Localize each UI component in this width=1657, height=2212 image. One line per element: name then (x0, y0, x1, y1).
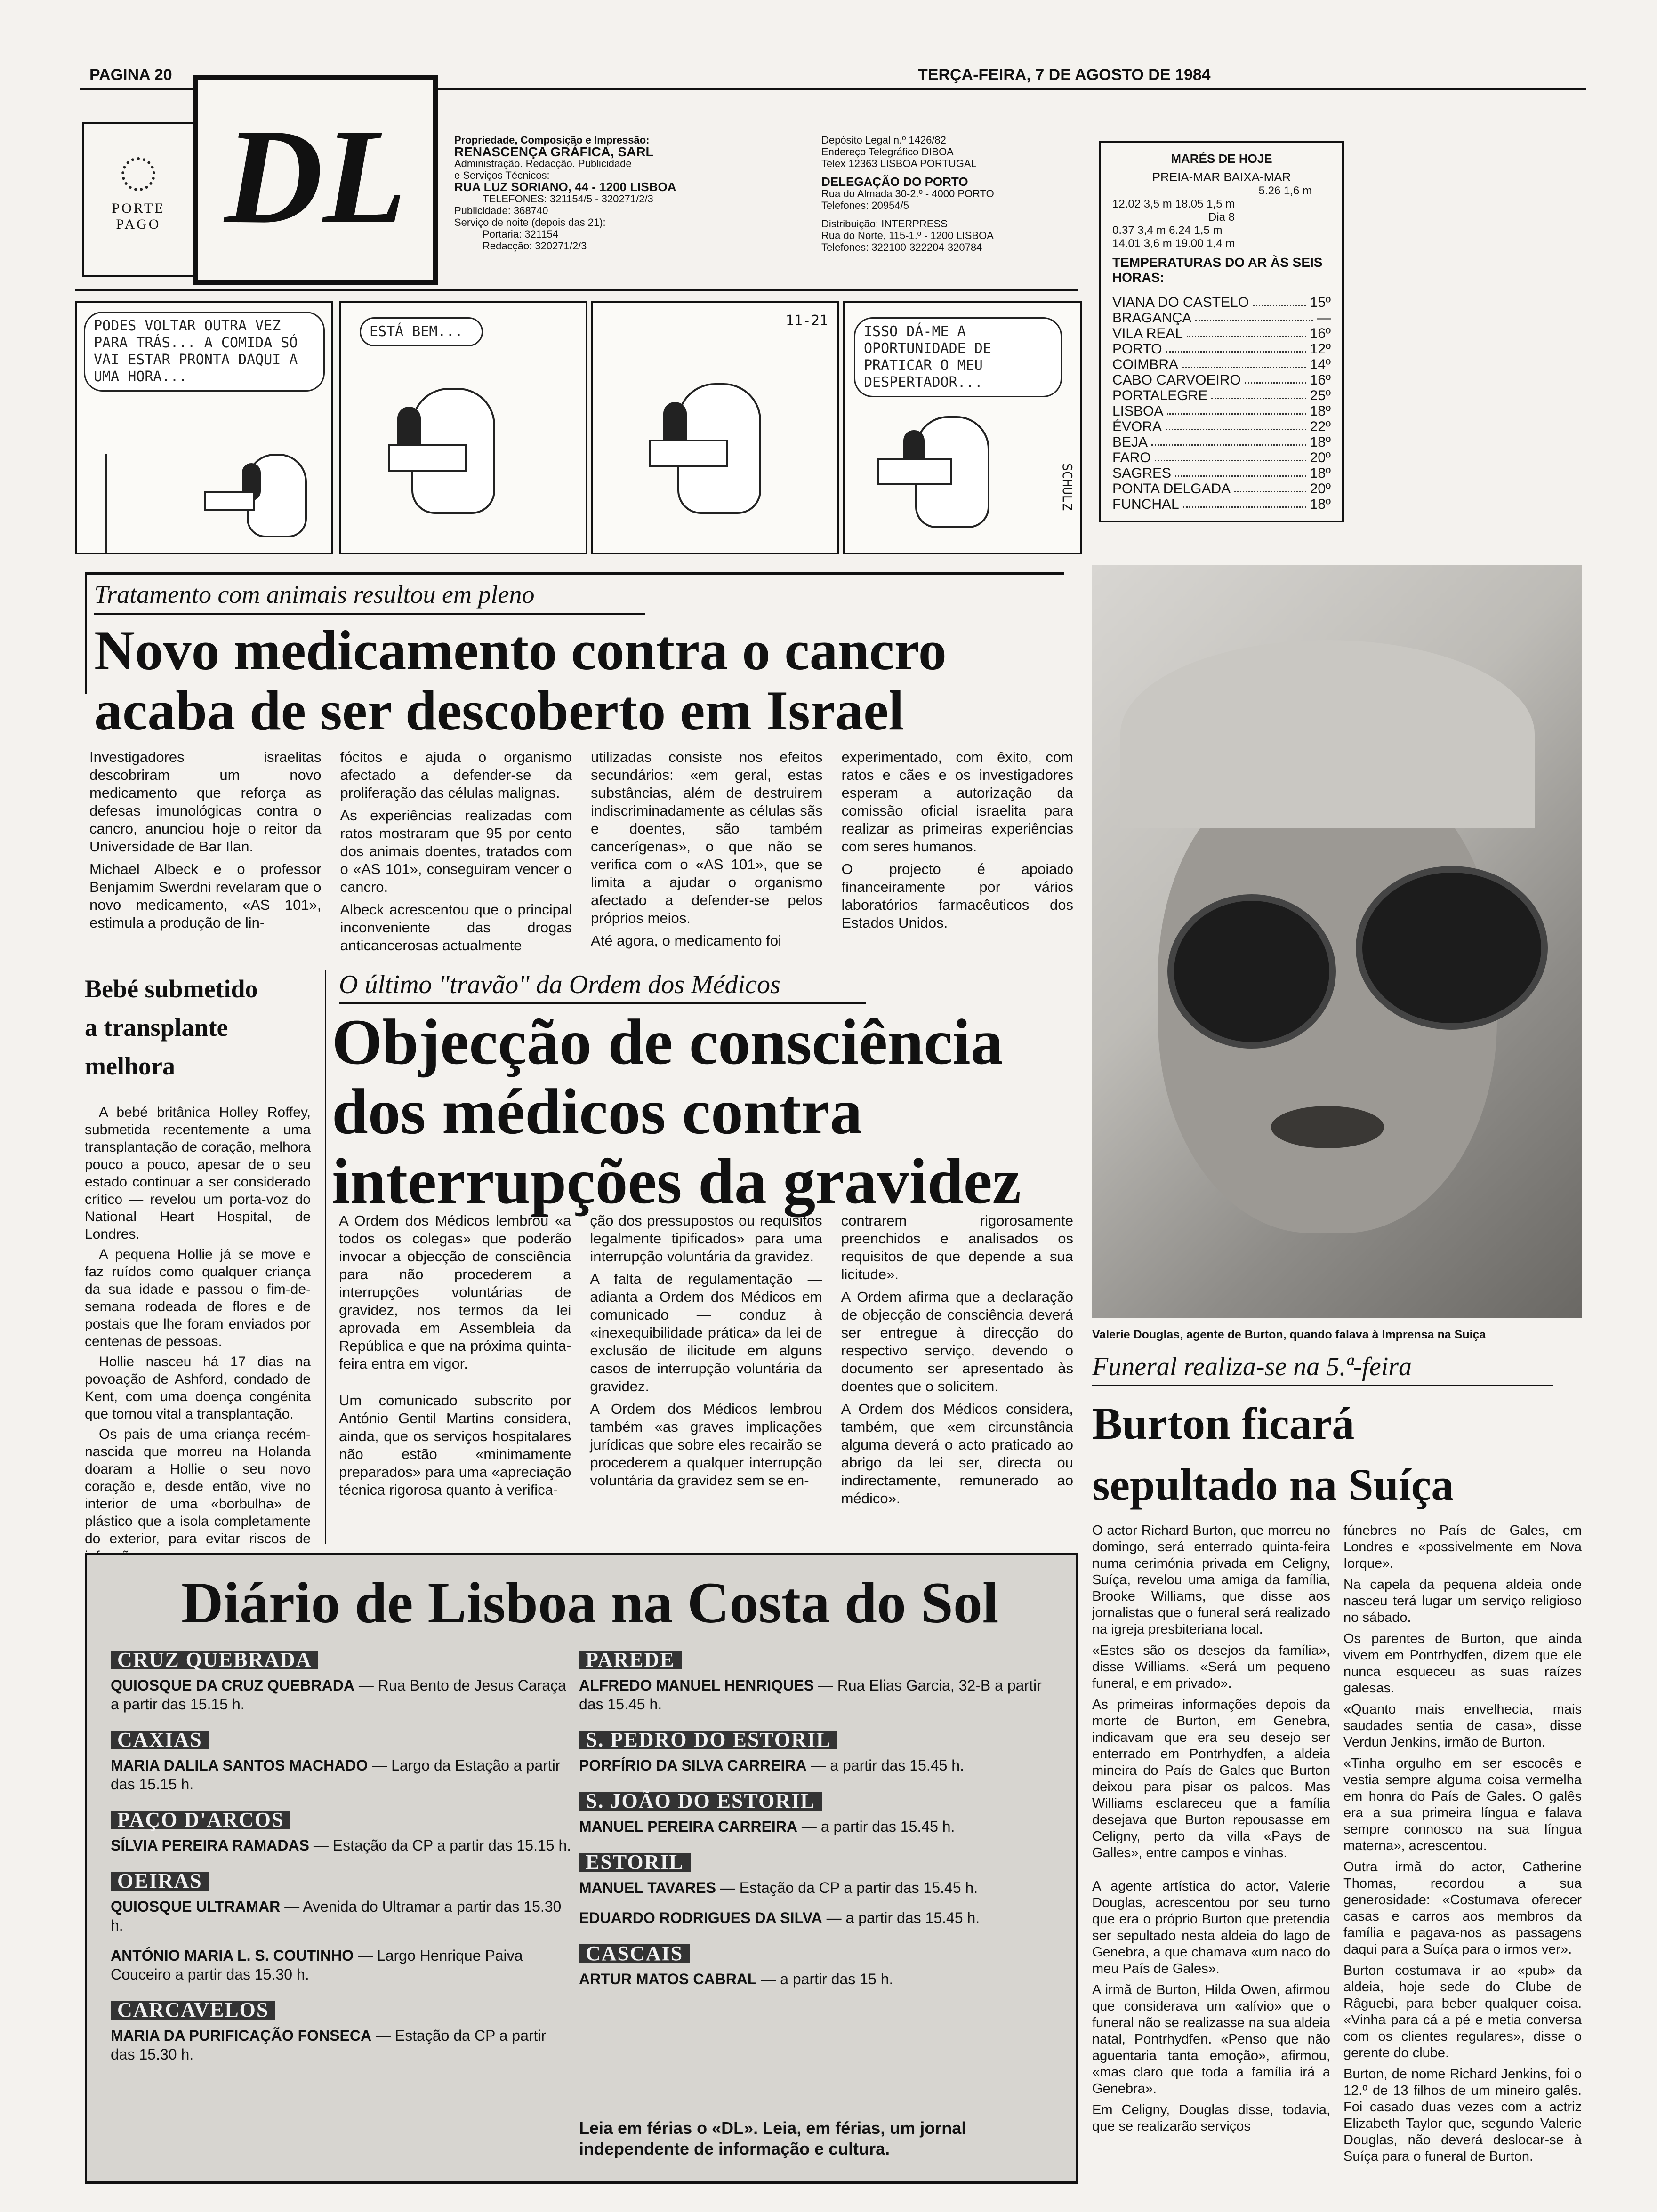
vendor-entry (111, 1946, 572, 1984)
paragraph: O actor Richard Burton, que morreu no domingo, será enterrado quinta-feira numa cerimónia privada em Celigny, Suíça, revelou uma amiga da família, Brooke Williams, que disse aos jornalistas que o funeral será realizado na igreja presbiteriana local. (1092, 1523, 1330, 1637)
speech-bubble: ISSO DÁ-ME A OPORTUNIDADE DE PRATICAR O MEU DESPERTADOR... (854, 317, 1062, 397)
locality-section (579, 1786, 1050, 1836)
paragraph: A agente artística do actor, Valerie Douglas, acrescentou por seu turno que era o próprio Burton que pretendia ser sepultado nesta aldeia do lago de Genebra, a que chamava «um naco do meu País de Gales». (1092, 1879, 1330, 1976)
costa-title: Diário de Lisboa na Costa do Sol (181, 1571, 999, 1635)
temperature-row (1112, 403, 1331, 419)
locality-heading: CRUZ QUEBRADA (111, 1651, 318, 1669)
vendor-name: MARIA DALILA SANTOS MACHADO (111, 1757, 368, 1774)
vendor-entry (579, 1970, 1050, 1988)
paragraph: Burton costumava ir ao «pub» da aldeia, hoje sede do Clube de Râguebi, para beber qualquer coisa. «Vinha para cá a pé e metia conversa com os clientes regulares», disse o gerente do clube. (1343, 1963, 1582, 2060)
temperature-value: 18º (1310, 497, 1331, 512)
locality-section (111, 1725, 572, 1794)
temperature-row (1112, 388, 1331, 403)
costa-do-sol-box (85, 1553, 1078, 2184)
temperature-value: 15º (1310, 295, 1331, 310)
paragraph: Na capela da pequena aldeia onde nasceu terá lugar um serviço religioso no sábado. (1343, 1577, 1582, 1625)
vendor-entry (111, 2026, 572, 2064)
temperature-row (1112, 481, 1331, 497)
info-line: Depósito Legal n.º 1426/82 (821, 134, 946, 146)
city-name: PONTA DELGADA (1112, 481, 1231, 497)
porte-label: PORTE (112, 200, 165, 216)
info-line: Rua do Norte, 115-1.º - 1200 LISBOA (821, 230, 994, 241)
temperature-value: 22º (1310, 419, 1331, 434)
info-line: e Serviços Técnicos: (454, 169, 550, 181)
headline-line: dos médicos contra (332, 1075, 862, 1147)
leader-dots (1166, 419, 1306, 430)
locality-section (111, 1645, 572, 1714)
food-bowl-icon (649, 440, 728, 467)
tides-subtitle: PREIA-MAR BAIXA-MAR (1152, 170, 1291, 184)
paragraph: Os pais de uma criança recém-nascida que morreu na Holanda doaram a Hollie o seu novo coração e, desde então, vive no interior de uma «borbulha» de plástico que a isola completamente do exterior, para evitar riscos de (85, 1427, 311, 1547)
article-column (339, 1212, 571, 1551)
cancer-top-rule (85, 572, 1064, 575)
info-line: RENASCENÇA GRÁFICA, SARL (454, 144, 654, 159)
vendor-details: — a partir das 15.45 h. (826, 1909, 980, 1926)
paragraph: O projecto é apoiado financeiramente por vários laboratórios farmacêuticos dos Estados Unidos. (841, 861, 1073, 931)
vendor-details: — Rua Elias Garcia, 32-B a partir das 15.45 h. (579, 1677, 1042, 1713)
vendor-details: — Largo da Estação a partir das 15.15 h. (111, 1757, 561, 1793)
vendor-name: MANUEL PEREIRA CARREIRA (579, 1818, 798, 1835)
locality-section (111, 1995, 572, 2064)
paragraph: fócitos e ajuda o organismo afectado a defender-se da proliferação das células malignas. (340, 749, 572, 801)
temperature-row (1112, 326, 1331, 341)
comic-panel-1 (75, 301, 333, 554)
logo-box (193, 75, 438, 285)
tide-line: 14.01 3,6 m 19.00 1,4 m (1112, 237, 1235, 250)
mouth-shape (1271, 1106, 1384, 1148)
vendor-name: ALFREDO MANUEL HENRIQUES (579, 1677, 814, 1694)
paragraph: Albeck acrescentou que o principal inconveniente das drogas anticancerosas actualmente (340, 901, 572, 954)
leader-dots (1187, 326, 1306, 337)
info-line: Publicidade: 368740 (454, 205, 548, 216)
paragraph: Em Celigny, Douglas disse, todavia, que se realizarão serviços (1092, 2102, 1330, 2134)
tides-title: MARÉS DE HOJE (1171, 152, 1272, 166)
temperature-row (1112, 450, 1331, 465)
paragraph: A irmã de Burton, Hilda Owen, afirmou que considerava um «alívio» que o funeral não se realizasse na sua aldeia natal, Pontrhydfen. «Penso que não aguentaria tanta emoção», afirmou, «mas claro que toda a família irá a Genebra». (1092, 1982, 1330, 2096)
article-column (591, 748, 823, 955)
paragraph: A Ordem dos Médicos lembrou «a todos os colegas» que poderão invocar a objecção de consciência para não procederem a interrupções voluntárias de gravidez, nos termos da lei aprovada em Assembleia da República e que na próxima quinta-feira entra em vigor. (339, 1212, 571, 1372)
page-date: TERÇA-FEIRA, 7 DE AGOSTO DE 1984 (918, 66, 1211, 84)
vendor-entry (111, 1676, 572, 1714)
dl-logo: DL (224, 101, 407, 252)
comic-panel-3 (591, 301, 839, 554)
vendor-details: — a partir das 15.45 h. (801, 1818, 955, 1835)
vendor-details: — Estação da CP a partir das 15.30 h. (111, 2027, 547, 2063)
vendor-details: — Avenida do Ultramar a partir das 15.30 h. (111, 1898, 562, 1934)
paragraph: contrarem rigorosamente preenchidos e analisados os requisitos de que depende a sua licitude». (841, 1212, 1073, 1282)
headline-line: sepultado na Suíça (1092, 1459, 1454, 1510)
comic-panel-2 (339, 301, 587, 554)
vendor-name: PORFÍRIO DA SILVA CARREIRA (579, 1757, 807, 1774)
paragraph: «Estes são os desejos da família», disse Williams. «Será um pequeno funeral, e em privado». (1092, 1643, 1330, 1691)
vendor-details: — a partir das 15 h. (761, 1971, 893, 1988)
kicker-underline (1092, 1385, 1553, 1386)
locality-heading: CARCAVELOS (111, 2001, 275, 2020)
temperature-value: 20º (1310, 481, 1331, 497)
paragraph: Michael Albeck e o professor Benjamim Swerdni revelaram que o novo medicamento, «AS 101», estimula a produção de lin- (89, 861, 322, 931)
city-name: VILA REAL (1112, 326, 1183, 341)
leader-dots (1211, 388, 1306, 399)
vendor-name: SÍLVIA PEREIRA RAMADAS (111, 1837, 309, 1854)
masthead-info-2 (821, 134, 1113, 253)
paragraph: Outra irmã do actor, Catherine Thomas, recordou a sua generosidade: «Costumava oferecer casas e carros aos membros da família e pagava-nos as passagens daqui para a Suíça para o irmos ver». (1343, 1859, 1582, 1957)
temperature-value: 16º (1310, 372, 1331, 388)
costa-footer: Leia em férias o «DL». Leia, em férias, um jornal independente de informação e cultura. (579, 2118, 966, 2158)
locality-heading: CASCAIS (579, 1944, 690, 1963)
locality-heading: OEIRAS (111, 1872, 209, 1891)
tide-line: 5.26 1,6 m (1258, 184, 1312, 197)
temperature-row (1112, 465, 1331, 481)
temperature-row (1112, 419, 1331, 434)
temps-list (1112, 295, 1331, 512)
vendor-entry (579, 1817, 1050, 1836)
info-line: Administração. Redacção. Publicidade (454, 158, 632, 169)
tide-line: 12.02 3,5 m 18.05 1,5 m (1112, 198, 1235, 210)
vendor-name: MANUEL TAVARES (579, 1879, 716, 1896)
info-line: Telex 12363 LISBOA PORTUGAL (821, 158, 977, 169)
info-line: DELEGAÇÃO DO PORTO (821, 175, 968, 189)
vendor-entry (579, 1878, 1050, 1897)
leader-dots (1195, 310, 1313, 321)
vendor-name: EDUARDO RODRIGUES DA SILVA (579, 1909, 822, 1926)
locality-section (579, 1847, 1050, 1927)
temperature-value: 16º (1310, 326, 1331, 341)
medicos-kicker: O último "travão" da Ordem dos Médicos (339, 970, 780, 999)
vendor-details: — Estação da CP a partir das 15.15 h. (313, 1837, 571, 1854)
leader-dots (1182, 357, 1306, 368)
leader-dots (1175, 465, 1306, 477)
vendor-details: — Largo Henrique Paiva Couceiro a partir das 15.30 h. (111, 1947, 523, 1983)
info-line: Telefones: 20954/5 (821, 200, 909, 211)
paragraph: Os parentes de Burton, que ainda vivem em Pontrhydfen, dizem que ele nunca esqueceu as suas raízes galesas. (1343, 1631, 1582, 1696)
vendor-name: MARIA DA PURIFICAÇÃO FONSECA (111, 2027, 372, 2044)
temperature-value: 18º (1310, 434, 1331, 450)
locality-heading: S. JOÃO DO ESTORIL (579, 1792, 822, 1811)
valerie-douglas-photo (1092, 565, 1582, 1318)
paragraph: As primeiras informações depois da morte de Burton, em Genebra, indicavam que era seu desejo ser enterrado em Pontrhydfen, a aldeia mineira do País de Gales que Burton deixou para pisar os palcos. Mas Williams esclareceu que a família desejava que Burton repousasse em Celigny, perto da villa «Pays de Galles», entre campos e vinhas. (1092, 1697, 1330, 1860)
article-column (590, 1212, 822, 1551)
leader-dots (1155, 450, 1306, 461)
porte-pago-box (82, 122, 194, 277)
locality-heading: ESTORIL (579, 1853, 691, 1872)
kicker-underline (94, 613, 645, 615)
speech-bubble: PODES VOLTAR OUTRA VEZ PARA TRÁS... A COMIDA SÓ VAI ESTAR PRONTA DAQUI A UMA HORA... (84, 312, 325, 392)
leader-dots (1245, 372, 1306, 384)
locality-section (579, 1939, 1050, 1988)
vendor-details: — Rua Bento de Jesus Caraça a partir das 15.15 h. (111, 1677, 566, 1713)
locality-section (111, 1805, 572, 1855)
tide-line: Dia 8 (1208, 211, 1235, 224)
temps-title: TEMPERATURAS DO AR ÀS SEIS HORAS: (1112, 255, 1323, 285)
article-column (1343, 1523, 1582, 2179)
pago-label: PAGO (116, 216, 161, 232)
city-name: BRAGANÇA (1112, 310, 1192, 326)
hair-shape (1120, 640, 1535, 828)
bebe-headline (85, 970, 306, 1085)
temperature-row (1112, 497, 1331, 512)
article-column (1092, 1523, 1330, 2179)
paragraph: A Ordem dos Médicos considera, também, que «em circunstância alguma deverá o acto praticado ao abrigo da lei ser, directa ou indirectamente, remunerado ao médico». (841, 1401, 1073, 1507)
temperature-value: 25º (1310, 388, 1331, 403)
food-bowl-icon (204, 491, 255, 511)
vendor-entry (579, 1756, 1050, 1775)
vendor-name: QUIOSQUE ULTRAMAR (111, 1898, 281, 1915)
vendor-entry (111, 1756, 572, 1794)
costa-left-list (111, 1645, 572, 2075)
city-name: LISBOA (1112, 403, 1164, 419)
city-name: CABO CARVOEIRO (1112, 372, 1241, 388)
temperature-row (1112, 357, 1331, 372)
locality-section (579, 1725, 1050, 1775)
leader-dots (1151, 434, 1306, 446)
temperature-value: 20º (1310, 450, 1331, 465)
locality-section (111, 1866, 572, 1984)
paragraph: A bebé britânica Holley Roffey, submetida recentemente a uma transplantação de coração, melhora pouco a pouco, apesar de o seu estado continuar a ser considerado crítico — revelou um porta-voz do National Heart Hospital, de Londres. (85, 1105, 311, 1242)
paragraph: Até agora, o medicamento foi (591, 932, 781, 949)
city-name: ÉVORA (1112, 419, 1162, 434)
paragraph: fúnebres no País de Gales, em Londres e «possivelmente em Nova Iorque». (1343, 1523, 1582, 1571)
vendor-entry (579, 1676, 1050, 1714)
temperature-value: 14º (1310, 357, 1331, 372)
info-line: RUA LUZ SORIANO, 44 - 1200 LISBOA (454, 180, 676, 194)
page-number: PAGINA 20 (89, 66, 172, 84)
headline-line: Burton ficará (1092, 1398, 1355, 1449)
temperature-value: 18º (1310, 465, 1331, 481)
temperature-value: — (1317, 310, 1331, 326)
paragraph: Investigadores israelitas descobriram um novo medicamento que reforça as defesas imunológicas contra o cancro, anunciou hoje o reitor da Universidade de Bar Ilan. (89, 749, 322, 855)
medicos-body (339, 1212, 1073, 1551)
info-line: Distribuição: INTERPRESS (821, 218, 948, 230)
paragraph: A Ordem dos Médicos lembrou também «as graves implicações jurídicas que sobre eles recairão se procederem a qualquer interrupção voluntária da gravidez sem se en- (590, 1401, 822, 1489)
locality-heading: PAÇO D'ARCOS (111, 1811, 290, 1829)
comic-signature: SCHULZ (1060, 463, 1075, 511)
masthead-info-1 (454, 134, 784, 252)
sunglasses-left (1167, 894, 1336, 1049)
cancer-headline-2: acaba de ser descoberto em Israel (94, 679, 904, 742)
headline-line: melhora (85, 1052, 175, 1080)
temperature-row (1112, 372, 1331, 388)
city-name: PORTALEGRE (1112, 388, 1208, 403)
leader-dots (1234, 481, 1306, 492)
paragraph: utilizadas consiste nos efeitos secundários: «em geral, estas substâncias, além de destruirem indiscriminadamente as células sãs e doentes, são também cancerígenas», o que não se verifica com o «AS 101», que se limita a ajudar o organismo afectado a defender-se pelos próprios meios. (591, 749, 823, 926)
paragraph: A falta de regulamentação — adianta a Ordem dos Médicos em comunicado — conduz à «inexequibilidade prática» da lei de exclusão de ilicitude em alguns casos de interrupção voluntária da gravidez. (590, 1271, 822, 1395)
city-name: BEJA (1112, 434, 1148, 450)
headline-line: a transplante (85, 1013, 228, 1042)
temperature-row (1112, 434, 1331, 450)
cancer-left-rule (85, 572, 87, 694)
speech-bubble: ESTÁ BEM... (360, 317, 483, 346)
leader-dots (1166, 341, 1306, 353)
bebe-divider (325, 970, 326, 1544)
vendor-name: ARTUR MATOS CABRAL (579, 1971, 757, 1988)
locality-heading: PAREDE (579, 1651, 682, 1669)
house-wall (77, 454, 107, 553)
kicker-underline (339, 1002, 866, 1004)
paragraph: A Ordem afirma que a declaração de objecção de consciência deverá ser entregue à direcção do respectivo serviço, devendo o documento ser apresentado às doentes que o solicitem. (841, 1289, 1073, 1395)
paragraph: experimentado, com êxito, com ratos e cães e os investigadores esperam a autorização da comissão oficial israelita para realizar as primeiras experiências com seres humanos. (841, 749, 1073, 855)
burton-body (1092, 1523, 1582, 2179)
paragraph: Hollie nasceu há 17 dias na povoação de Ashford, condado de Kent, com uma doença congénita que tornou vital a transplantação. (85, 1354, 311, 1422)
medicos-headline (332, 1007, 1094, 1216)
city-name: VIANA DO CASTELO (1112, 295, 1249, 310)
food-bowl-icon (388, 444, 467, 472)
city-name: COIMBRA (1112, 357, 1179, 372)
paragraph: ção dos pressupostos ou requisitos legalmente tipificados» para uma interrupção voluntária da gravidez. (590, 1212, 822, 1265)
comic-date: 11-21 (785, 313, 828, 329)
city-name: FARO (1112, 450, 1151, 465)
vendor-name: ANTÓNIO MARIA L. S. COUTINHO (111, 1947, 354, 1964)
paragraph: Burton, de nome Richard Jenkins, foi o 12.º de 13 filhos de um mineiro galês. Foi casado duas vezes com a actriz Elizabeth Taylor que, segundo Valerie Douglas, não deverá deslocar-se à Suíça para o funeral de Burton. (1343, 2067, 1582, 2164)
paragraph: As experiências realizadas com ratos mostraram que 95 por cento dos animais doentes, tratados com o «AS 101», conseguiram vencer o cancro. (340, 807, 572, 895)
article-column (340, 748, 572, 955)
leader-dots (1253, 295, 1306, 306)
paragraph: «Quanto mais envelhecia, mais saudades sentia de casa», disse Verdun Jenkins, irmão de Burton. (1343, 1702, 1582, 1750)
locality-heading: S. PEDRO DO ESTORIL (579, 1731, 837, 1749)
vendor-name: QUIOSQUE DA CRUZ QUEBRADA (111, 1677, 354, 1694)
vendor-details: — a partir das 15.45 h. (811, 1757, 964, 1774)
vendor-details: — Estação da CP a partir das 15.45 h. (720, 1879, 978, 1896)
locality-section (579, 1645, 1050, 1714)
costa-right-list (579, 1645, 1050, 2000)
vendor-entry (111, 1897, 572, 1935)
temperature-row (1112, 341, 1331, 357)
food-bowl-icon (877, 458, 952, 485)
temperature-row (1112, 310, 1331, 326)
vendor-entry (111, 1836, 572, 1855)
masthead-bottom-rule (75, 289, 1078, 291)
temperature-value: 12º (1310, 341, 1331, 357)
weather-box (1099, 141, 1344, 522)
locality-heading: CAXIAS (111, 1731, 209, 1749)
cancer-headline-1: Novo medicamento contra o cancro (94, 619, 947, 681)
tide-line: 0.37 3,4 m 6.24 1,5 m (1112, 224, 1223, 237)
burton-kicker: Funeral realiza-se na 5.ª-feira (1092, 1352, 1412, 1381)
article-column (842, 748, 1074, 955)
info-line: Portaria: 321154 (483, 228, 559, 240)
comic-panel-4 (843, 301, 1082, 554)
paragraph: Um comunicado subscrito por António Gentil Martins considera, ainda, que os serviços hospitalares não estão «minimamente preparados» para uma «apreciação técnica rigorosa quanto à verifica- (339, 1392, 571, 1498)
vendor-entry (579, 1908, 1050, 1927)
city-name: FUNCHAL (1112, 497, 1179, 512)
paragraph: A pequena Hollie já se move e faz ruídos como qualquer criança da sua idade e passou o fim-de-semana rodeada de flores e de postais que lhe foram enviados por centenas de pessoas. (85, 1247, 311, 1349)
cancer-kicker: Tratamento com animais resultou em pleno (94, 580, 535, 609)
temperature-row (1112, 295, 1331, 310)
headline-line: interrupções da gravidez (332, 1145, 1022, 1217)
info-line: Endereço Telegráfico DIBOA (821, 146, 954, 158)
temperature-value: 18º (1310, 403, 1331, 419)
info-line: Redacção: 320271/2/3 (483, 240, 587, 252)
info-line: Serviço de noite (depois das 21): (454, 216, 606, 228)
info-line: TELEFONES: 321154/5 - 320271/2/3 (483, 193, 653, 205)
headline-line: Objecção de consciência (332, 1006, 1003, 1078)
leader-dots (1167, 403, 1306, 415)
paragraph: «Tinha orgulho em ser escocês e vestia sempre alguma coisa vermelha em honra do País de Gales. O galês era a sua primeira língua e falava sempre connosco na sua língua materna», acrescentou. (1343, 1756, 1582, 1853)
sunglasses-right (1356, 866, 1548, 1030)
info-line: Telefones: 322100-322204-320784 (821, 241, 982, 253)
bebe-body (85, 1104, 311, 1547)
info-line: Rua do Almada 30-2.º - 4000 PORTO (821, 188, 994, 200)
city-name: PORTO (1112, 341, 1162, 357)
info-line: Propriedade, Composição e Impressão: (454, 134, 650, 146)
article-column (89, 748, 322, 955)
leader-dots (1183, 497, 1306, 508)
headline-line: Bebé submetido (85, 975, 258, 1003)
burton-headline (1092, 1393, 1582, 1515)
cancer-body (89, 748, 1073, 955)
stamp-icon (121, 157, 155, 191)
article-column (841, 1212, 1073, 1551)
photo-caption: Valerie Douglas, agente de Burton, quando falava à Imprensa na Suiça (1092, 1328, 1486, 1341)
city-name: SAGRES (1112, 465, 1172, 481)
